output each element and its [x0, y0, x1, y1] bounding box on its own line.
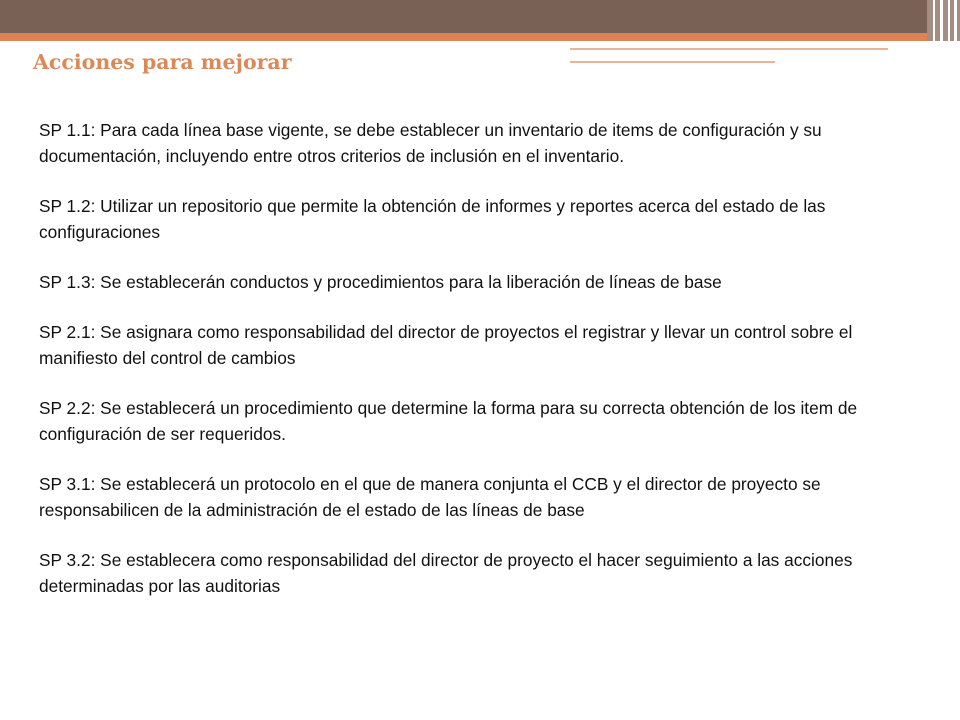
accent-strip	[0, 33, 960, 41]
action-item-sp-3-2: SP 3.2: Se establecera como responsabilidad del director de proyecto el hacer seguimiento a las acciones determinadas por las auditorias	[39, 550, 853, 596]
header-band	[0, 0, 960, 33]
slide-title: Acciones para mejorar	[33, 50, 292, 74]
action-item-sp-1-2: SP 1.2: Utilizar un repositorio que permite la obtención de informes y reportes acerca del estado de las configuraciones	[39, 196, 826, 242]
action-item-sp-1-1: SP 1.1: Para cada línea base vigente, se debe establecer un inventario de items de configuración y su documentación, incluyendo entre otros criterios de inclusión en el inventario.	[39, 120, 822, 166]
improvement-actions-list	[39, 117, 919, 623]
action-item-sp-2-1: SP 2.1: Se asignara como responsabilidad del director de proyectos el registrar y llevar un control sobre el manifiesto del control de cambios	[39, 322, 853, 368]
decorative-line	[570, 61, 775, 63]
action-item-sp-2-2: SP 2.2: Se establecerá un procedimiento que determine la forma para su correcta obtención de los item de configuración de ser requeridos.	[39, 398, 858, 444]
action-item-sp-3-1: SP 3.1: Se establecerá un protocolo en el que de manera conjunta el CCB y el director de proyecto se responsabilicen de la administración de el estado de las líneas de base	[39, 474, 821, 520]
decorative-line	[570, 48, 888, 50]
decorative-vertical-bars	[927, 0, 960, 41]
action-item-sp-1-3: SP 1.3: Se establecerán conductos y procedimientos para la liberación de líneas de base	[39, 272, 722, 292]
